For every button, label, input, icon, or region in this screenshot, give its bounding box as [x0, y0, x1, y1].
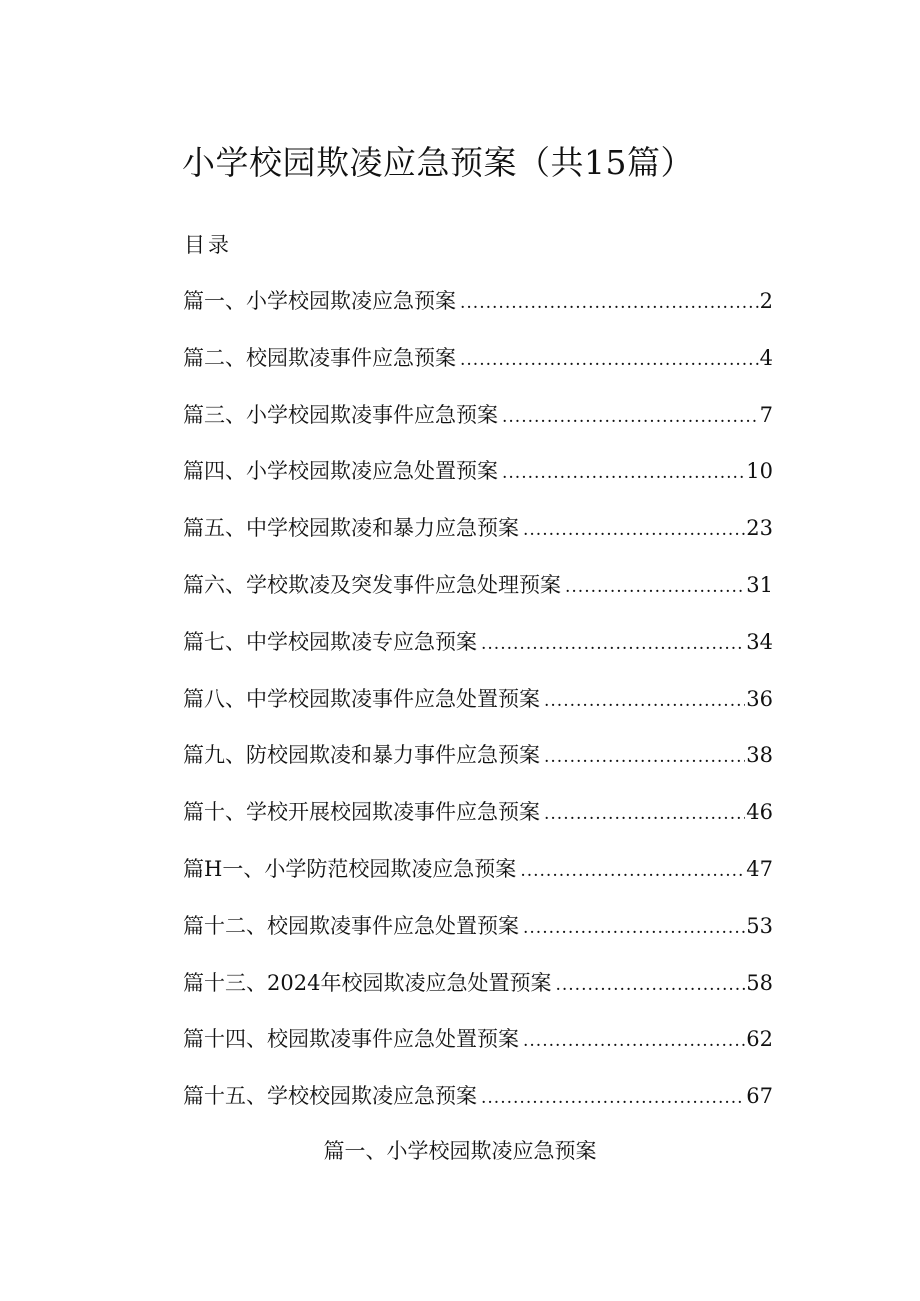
toc-dot-leader	[460, 285, 759, 321]
toc-page-number: 46	[746, 800, 773, 825]
toc-page-number: 36	[746, 686, 773, 711]
toc-entry-label: 篇五、中学校园欺凌和暴力应急预案	[183, 516, 519, 541]
toc-entry[interactable]	[183, 965, 773, 1022]
toc-dot-leader	[555, 967, 745, 1003]
toc-entry-label: 篇H一、小学防范校园欺凌应急预案	[183, 856, 517, 881]
toc-page-number: 4	[759, 345, 773, 370]
toc-entry[interactable]	[183, 453, 773, 510]
toc-dot-leader	[502, 455, 745, 491]
toc-entry[interactable]	[183, 397, 773, 454]
toc-dot-leader	[481, 626, 745, 662]
toc-entry-label: 篇三、小学校园欺凌事件应急预案	[183, 402, 498, 427]
toc-entry[interactable]	[183, 283, 773, 340]
toc-dot-leader	[502, 399, 759, 435]
document-title: 小学校园欺凌应急预案（共15篇）	[182, 143, 694, 182]
toc-page-number: 58	[746, 970, 773, 995]
toc-dot-leader	[544, 683, 745, 719]
toc-page-number: 53	[746, 913, 773, 938]
toc-dot-leader	[544, 796, 745, 832]
toc-page-number: 7	[759, 402, 773, 427]
toc-dot-leader	[523, 1023, 745, 1059]
toc-heading: 目录	[184, 233, 232, 257]
toc-page-number: 62	[746, 1027, 773, 1052]
toc-entry-label: 篇八、中学校园欺凌事件应急处置预案	[183, 686, 540, 711]
toc-page-number: 10	[746, 459, 773, 484]
toc-entry-label: 篇十、学校开展校园欺凌事件应急预案	[183, 800, 540, 825]
toc-dot-leader	[523, 910, 745, 946]
toc-page-number: 38	[746, 743, 773, 768]
toc-entry-label: 篇六、学校欺凌及突发事件应急处理预案	[183, 572, 561, 597]
toc-entry-label: 篇十四、校园欺凌事件应急处置预案	[183, 1027, 519, 1052]
toc-entry-label: 篇十二、校园欺凌事件应急处置预案	[183, 913, 519, 938]
toc-dot-leader	[481, 1080, 745, 1116]
toc-entry-label: 篇二、校园欺凌事件应急预案	[183, 345, 456, 370]
toc-entry-label: 篇一、小学校园欺凌应急预案	[183, 289, 456, 313]
toc-entry[interactable]	[183, 1021, 773, 1078]
toc-dot-leader	[460, 342, 759, 378]
toc-page-number: 67	[746, 1084, 773, 1109]
toc-entry-label: 篇七、中学校园欺凌专应急预案	[183, 629, 477, 654]
toc-entry-label: 篇九、防校园欺凌和暴力事件应急预案	[183, 743, 540, 768]
toc-entry[interactable]	[183, 794, 773, 851]
toc-entry[interactable]	[183, 510, 773, 567]
toc-entry-label: 篇十三、2024年校园欺凌应急处置预案	[183, 970, 552, 995]
toc-entry[interactable]	[183, 908, 773, 965]
toc-dot-leader	[544, 739, 745, 775]
toc-page-number: 2	[759, 289, 773, 313]
toc-entry[interactable]	[183, 624, 773, 681]
toc-dot-leader	[565, 569, 745, 605]
toc-entry-label: 篇四、小学校园欺凌应急处置预案	[183, 459, 498, 484]
toc-entry[interactable]	[183, 1078, 773, 1135]
toc-page-number: 34	[746, 629, 773, 654]
toc-entry[interactable]	[183, 851, 773, 908]
toc-page-number: 23	[746, 516, 773, 541]
toc-page-number: 47	[746, 856, 773, 881]
toc-entry[interactable]	[183, 737, 773, 794]
toc-entry[interactable]	[183, 567, 773, 624]
toc-dot-leader	[523, 512, 745, 548]
toc-entry-label: 篇十五、学校校园欺凌应急预案	[183, 1084, 477, 1109]
toc-page-number: 31	[746, 572, 773, 597]
toc-dot-leader	[520, 853, 745, 889]
table-of-contents	[183, 283, 773, 1135]
toc-entry[interactable]	[183, 681, 773, 738]
toc-entry[interactable]	[183, 340, 773, 397]
section-heading: 篇一、小学校园欺凌应急预案	[323, 1139, 597, 1163]
